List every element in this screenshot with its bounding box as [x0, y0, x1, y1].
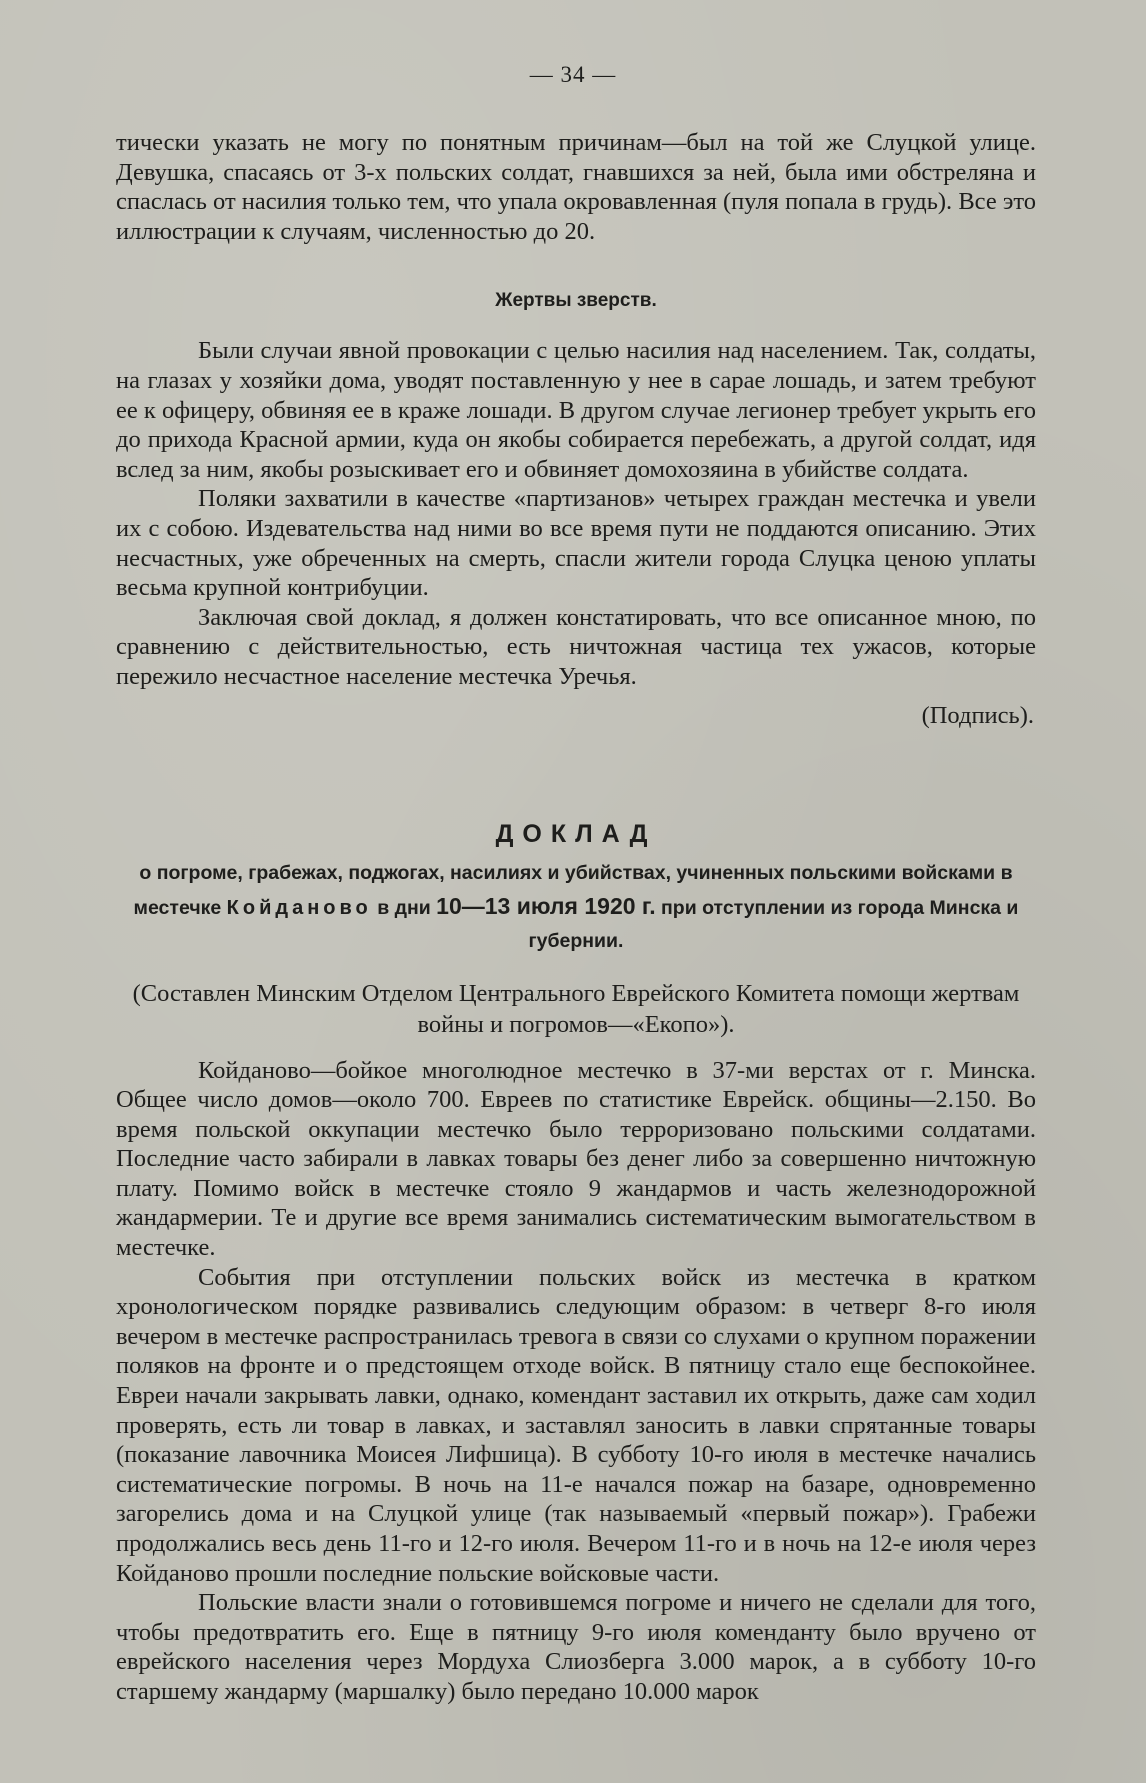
report-paragraph-2: События при отступлении польских войск из местечка в кратком хронологическом порядке развивались следующим образом: в четверг 8-го июля вечером в местечке распространилась тревога в связи со слухами о крупном поражении поляков на фронте и о предстоящем отходе войск. В пятницу стало еще беспокойнее. Евреи начали закрывать лавки, однако, комендант заставил их открыть, даже сам ходил проверять, есть ли товар в лавках, и заставлял заносить в лавки спрятанные товары (показание лавочника Моисея Лифшица). В субботу 10-го июля в местечке начались систематические погромы. В ночь на 11-е начался пожар на базаре, одновременно загорелись дома и на Слуцкой улице (так называемый «первый пожар»). Грабежи продолжались весь день 11-го и 12-го июля. Вечером 11-го и в ночь на 12-е июля через Койданово прошли последние польские войсковые части. [116, 1263, 1036, 1587]
section-paragraph-3: Заключая свой доклад, я должен констатировать, что все описанное мною, по сравнению с действительностью, есть ничтожная частица тех ужасов, которые пережило несчастное население местечка Уречья. [116, 603, 1036, 690]
report-subtitle-part1: о погроме, грабежах, поджогах, насилиях и убийствах, учиненных польскими войсками в местечке [133, 861, 1013, 919]
report-subtitle-part2: в дни [377, 896, 431, 919]
report-subtitle-dates: 10—13 июля 1920 г. [436, 892, 656, 919]
section-heading: Жертвы зверств. [495, 290, 657, 312]
section-paragraph-2: Поляки захватили в качестве «партизанов» четырех граждан местечка и увели их с собою. Издевательства над ними во все время пути не поддаются описанию. Этих несчастных, уже обреченных на смерть, спасли жители города Слуцка ценою уплаты весьма крупной контрибуции. [116, 485, 1036, 602]
report-subtitle [102, 857, 1050, 958]
page-number: — 34 — [529, 62, 617, 87]
report-paragraph-1: Койданово—бойкое многолюдное местечко в 37-ми верстах от г. Минска. Общее число домов—около 700. Евреев по статистике Еврейск. общины—2.150. Во время польской оккупации местечко было терроризовано польскими солдатами. Последние часто забирали в лавках товары без денег либо за совершенно ничтожную плату. Помимо войск в местечке стояло 9 жандармов и часть железнодорожной жандармерии. Те и другие все время занимались систематическим вымогательством в местечке. [116, 1056, 1036, 1262]
report-title: ДОКЛАД [495, 819, 657, 848]
signature: (Подпись). [921, 701, 1034, 729]
continuation-paragraph: тически указать не могу по понятным причинам—был на той же Слуцкой улице. Девушка, спасаясь от 3-х польских солдат, гнавшихся за ней, была ими обстреляна и спаслась от насилия только тем, что упала окровавленная (пуля попала в грудь). Все это иллюстрации к случаям, численностью до 20. [116, 129, 1036, 245]
section-paragraph-1: Были случаи явной провокации с целью насилия над населением. Так, солдаты, на глазах у хозяйки дома, уводят поставленную у нее в сарае лошадь, и затем требуют ее к офицеру, обвиняя ее в краже лошади. В другом случае легионер требует укрыть его до прихода Красной армии, куда он якобы собирается перебежать, а другой солдат, идя вслед за ним, якобы розыскивает его и обвиняет домохозяина в убийстве солдата. [116, 337, 1036, 483]
report-subtitle-part3: при отступлении из города Минска и губернии. [528, 896, 1019, 952]
page-content [116, 128, 1036, 1707]
report-composed-by: (Составлен Минским Отделом Центрального Еврейского Комитета помощи жертвам войны и погромов—«Екопо»). [132, 979, 1020, 1038]
report-paragraph-3: Польские власти знали о готовившемся погроме и ничего не сделали для того, чтобы предотвратить его. Еще в пятницу 9-го июля коменданту было вручено от еврейского населения через Мордуха Слиозберга 3.000 марок, а в субботу 10-го старшему жандарму (маршалку) было передано 10.000 марок [116, 1589, 1036, 1705]
report-subtitle-place: Койданово [226, 896, 372, 919]
